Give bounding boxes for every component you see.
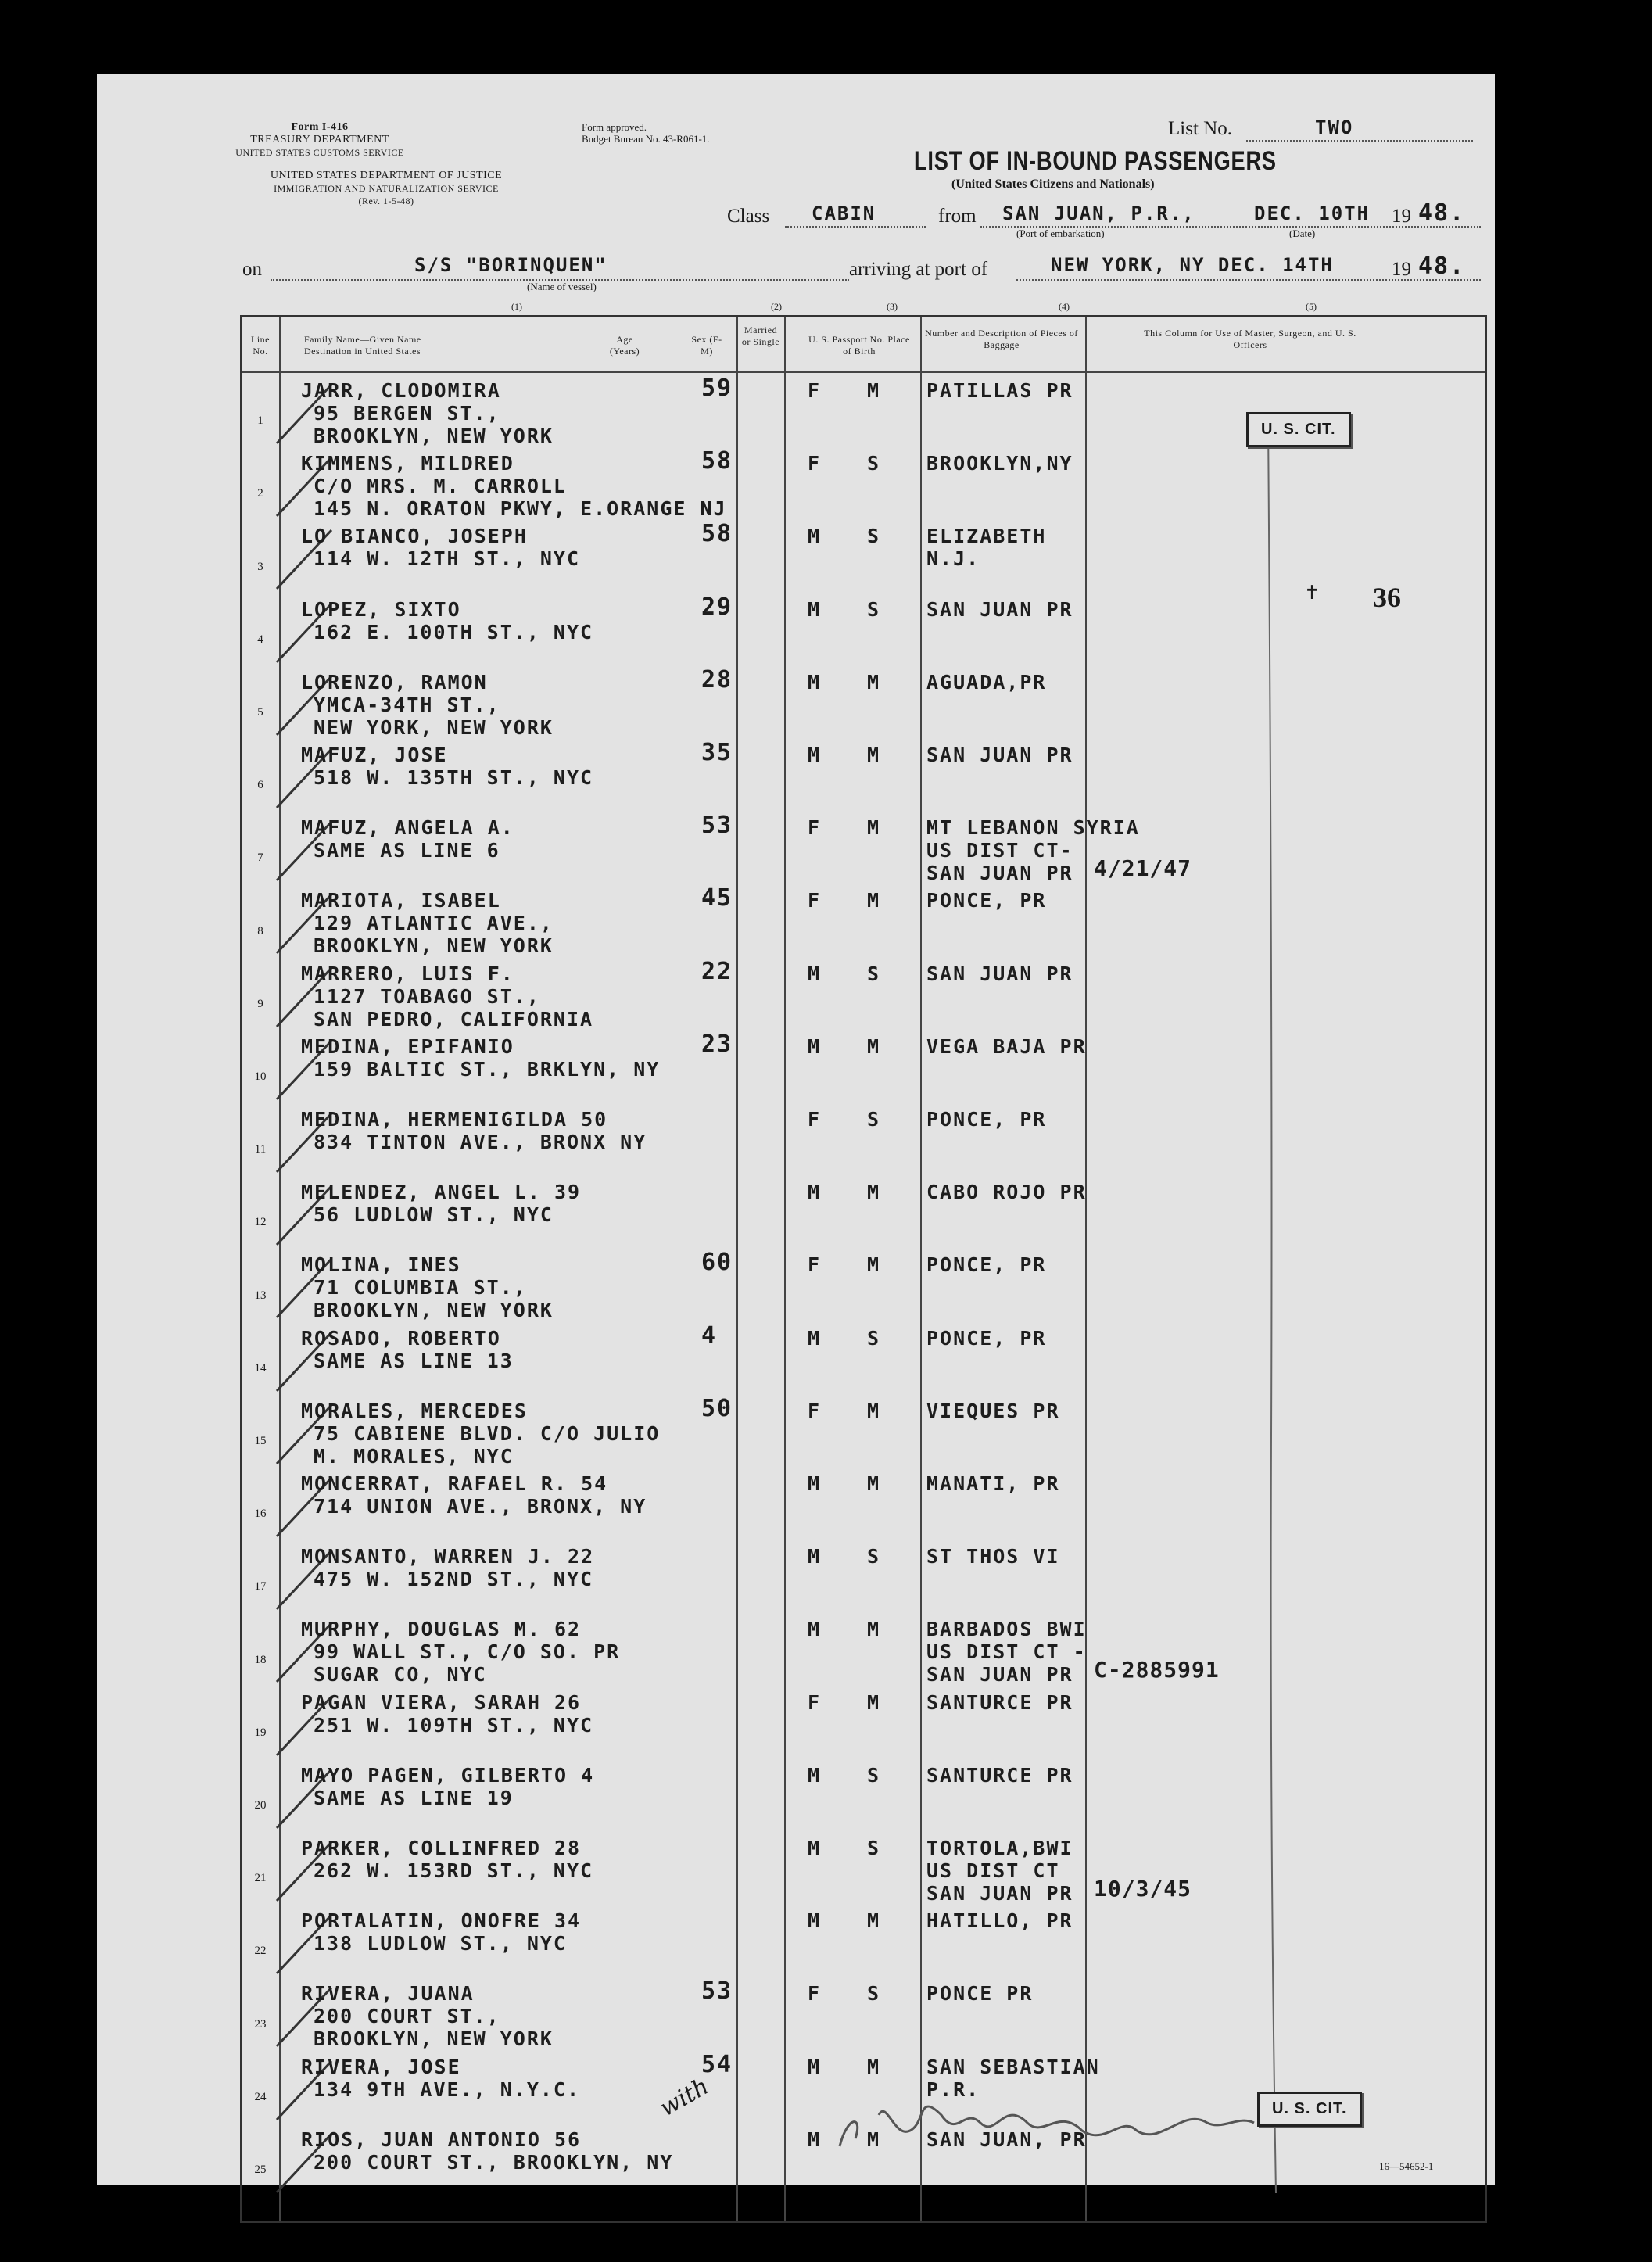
passenger-sex: M: [808, 744, 822, 766]
passenger-birthplace: SAN SEBASTIAN: [926, 2055, 1100, 2078]
line-number: 18: [254, 1653, 267, 1666]
passenger-birthplace: US DIST CT -: [926, 1640, 1087, 1664]
passenger-marital: M: [867, 1181, 881, 1204]
passenger-address: SAME AS LINE 19: [314, 1786, 514, 1809]
class-line: [785, 226, 926, 228]
count-tick: ✝: [1306, 579, 1319, 604]
passenger-name: MAFUZ, JOSE: [301, 744, 448, 766]
class-value: CABIN: [812, 203, 876, 224]
year-value: 48.: [1418, 199, 1466, 227]
passenger-birthplace: PONCE, PR: [926, 889, 1047, 912]
passenger-name: PORTALATIN, ONOFRE 34: [301, 1909, 582, 1933]
customs-service: UNITED STATES CUSTOMS SERVICE: [235, 147, 404, 158]
col-number-5: (5): [1306, 301, 1317, 312]
passenger-sex: M: [808, 1472, 822, 1495]
passenger-address: NEW YORK, NEW YORK: [314, 715, 554, 739]
date-caption: (Date): [1289, 228, 1316, 239]
line-number: 6: [257, 779, 263, 792]
passenger-address: 129 ATLANTIC AVE.,: [314, 912, 554, 935]
header-officers: This Column for Use of Master, Surgeon, and U. S. Officers: [1144, 328, 1356, 350]
line-number: 14: [254, 1361, 267, 1375]
vessel-value: S/S "BORINQUEN": [414, 254, 607, 276]
pencil-line: [1262, 418, 1285, 2201]
passenger-birthplace: HATILLO, PR: [926, 1909, 1073, 1933]
passenger-sex: M: [808, 1837, 822, 1859]
passenger-sex: M: [808, 525, 822, 548]
passenger-address: SAME AS LINE 6: [314, 839, 500, 862]
passenger-sex: M: [808, 1763, 822, 1787]
ins-service: IMMIGRATION AND NATURALIZATION SERVICE: [274, 183, 499, 194]
passenger-address: 114 W. 12TH ST., NYC: [314, 547, 581, 571]
passenger-citizenship-ref: C-2885991: [1094, 1657, 1220, 1683]
passenger-age: 60: [701, 1249, 733, 1277]
passenger-sex: F: [808, 1253, 822, 1277]
passenger-address: M. MORALES, NYC: [314, 1444, 514, 1468]
justice-header: [238, 170, 535, 207]
passenger-name: LORENZO, RAMON: [301, 670, 488, 694]
passenger-birthplace: MANATI, PR: [926, 1472, 1060, 1495]
passenger-sex: F: [808, 379, 822, 402]
form-approved: Form approved.: [582, 121, 647, 133]
header-age: Age (Years): [609, 334, 640, 357]
passenger-birthplace: PATILLAS PR: [926, 379, 1073, 402]
passenger-sex: F: [808, 1982, 822, 2006]
passenger-marital: S: [867, 525, 881, 548]
passenger-address: 75 CABIENE BLVD. C/O JULIO: [314, 1421, 661, 1445]
passenger-marital: S: [867, 597, 881, 621]
passenger-marital: S: [867, 1763, 881, 1787]
passenger-age: 29: [701, 593, 733, 621]
passenger-marital: S: [867, 1837, 881, 1859]
passenger-sex: F: [808, 1399, 822, 1422]
passenger-address: SAN PEDRO, CALIFORNIA: [314, 1007, 594, 1031]
passenger-sex: M: [808, 670, 822, 694]
page-title: LIST OF IN-BOUND PASSENGERS: [914, 146, 1277, 176]
from-label: from: [938, 206, 977, 227]
passenger-sex: F: [808, 452, 822, 475]
passenger-age: 59: [701, 375, 733, 402]
passenger-age: 22: [701, 957, 733, 985]
arrival-value: NEW YORK, NY DEC. 14TH: [1051, 254, 1334, 276]
passenger-marital: S: [867, 1326, 881, 1350]
passenger-address: 71 COLUMBIA ST.,: [314, 1276, 527, 1299]
header-married: Married or Single: [741, 324, 780, 347]
header-sex: Sex (F-M): [691, 334, 722, 357]
passenger-marital: M: [867, 1909, 881, 1933]
passenger-birthplace: PONCE, PR: [926, 1326, 1047, 1350]
passenger-birthplace: ELIZABETH: [926, 525, 1047, 548]
line-number: 24: [254, 2090, 267, 2103]
passenger-marital: M: [867, 670, 881, 694]
passenger-age: 4: [701, 1321, 718, 1350]
passenger-sex: M: [808, 597, 822, 621]
passenger-address: BROOKLYN, NEW YORK: [314, 425, 554, 447]
passenger-birthplace: VIEQUES PR: [926, 1399, 1060, 1422]
line-number: 12: [254, 1216, 267, 1229]
line-number: 22: [254, 1945, 267, 1958]
passenger-address: 200 COURT ST.,: [314, 2005, 500, 2028]
passenger-birthplace: SAN JUAN PR: [926, 744, 1073, 766]
passenger-table: [240, 315, 1487, 2223]
form-header-left: [218, 121, 421, 159]
line-number: 3: [257, 560, 263, 573]
header-line-no: Line No.: [251, 334, 270, 357]
passenger-address: C/O MRS. M. CARROLL: [314, 475, 567, 498]
passenger-address: 262 W. 153RD ST., NYC: [314, 1859, 594, 1882]
col-number-3: (3): [887, 301, 898, 312]
passenger-age: 53: [701, 812, 733, 840]
passenger-address: SUGAR CO, NYC: [314, 1663, 487, 1687]
passenger-sex: F: [808, 1690, 822, 1714]
signature-scribble: [824, 2084, 1262, 2162]
passenger-birthplace: PONCE, PR: [926, 1108, 1047, 1131]
passenger-name: MONCERRAT, RAFAEL R. 54: [301, 1472, 608, 1495]
passenger-name: ROSADO, ROBERTO: [301, 1326, 501, 1350]
passenger-name: MURPHY, DOUGLAS M. 62: [301, 1618, 582, 1641]
line-number: 21: [254, 1872, 267, 1885]
from-value: SAN JUAN, P.R.,: [1002, 203, 1195, 224]
passenger-birthplace: SAN JUAN PR: [926, 597, 1073, 621]
line-number: 15: [254, 1435, 267, 1447]
line-number: 20: [254, 1799, 267, 1812]
passenger-name: MAFUZ, ANGELA A.: [301, 816, 514, 840]
passenger-marital: M: [867, 1690, 881, 1714]
passenger-age: 35: [701, 739, 733, 766]
header-name: Family Name—Given Name Destination in United States: [304, 334, 421, 357]
count-annotation: 36: [1373, 582, 1401, 613]
with-annotation: with: [654, 2072, 714, 2123]
passenger-address: 475 W. 152ND ST., NYC: [314, 1568, 594, 1591]
passenger-age: 58: [701, 520, 733, 548]
passenger-address: 56 LUDLOW ST., NYC: [314, 1203, 554, 1227]
passenger-address: 99 WALL ST., C/O SO. PR: [314, 1640, 621, 1664]
passenger-marital: M: [867, 1472, 881, 1495]
passenger-address: 159 BALTIC ST., BRKLYN, NY: [314, 1057, 661, 1081]
passenger-sex: M: [808, 1034, 822, 1058]
year2-prefix: 19: [1392, 259, 1411, 280]
line-number: 17: [254, 1580, 267, 1593]
passenger-name: JARR, CLODOMIRA: [301, 379, 501, 402]
passenger-address: SAME AS LINE 13: [314, 1349, 514, 1372]
passenger-sex: M: [808, 2055, 822, 2078]
manifest-sheet: [97, 74, 1495, 2185]
passenger-address: 95 BERGEN ST.,: [314, 402, 500, 425]
page-subtitle: (United States Citizens and Nationals): [951, 177, 1155, 191]
passenger-birthplace: N.J.: [926, 547, 980, 571]
arriving-label: arriving at port of: [849, 259, 988, 280]
line-number: 2: [257, 487, 263, 500]
passenger-sex: M: [808, 1909, 822, 1933]
passenger-name: MORALES, MERCEDES: [301, 1399, 528, 1422]
us-cit-stamp-bottom: U. S. CIT.: [1257, 2092, 1362, 2127]
passenger-citizenship-ref: 10/3/45: [1094, 1876, 1192, 1902]
passenger-marital: M: [867, 1399, 881, 1422]
passenger-address: 1127 TOABAGO ST.,: [314, 984, 540, 1008]
passenger-sex: F: [808, 1108, 822, 1131]
passenger-address: 145 N. ORATON PKWY, E.ORANGE NJ: [314, 497, 727, 521]
line-number: 25: [254, 2163, 267, 2176]
passenger-marital: M: [867, 1618, 881, 1641]
passenger-birthplace: PONCE, PR: [926, 1253, 1047, 1277]
passenger-name: KIMMENS, MILDRED: [301, 452, 514, 475]
line-number: 13: [254, 1289, 267, 1302]
passenger-marital: M: [867, 2128, 881, 2151]
line-number: 9: [257, 997, 263, 1010]
year2-value: 48.: [1418, 253, 1466, 280]
list-no-label: List No.: [1168, 118, 1232, 139]
passenger-birthplace: BROOKLYN,NY: [926, 452, 1073, 475]
passenger-name: RIOS, JUAN ANTONIO 56: [301, 2128, 582, 2151]
passenger-birthplace: VEGA BAJA PR: [926, 1034, 1087, 1058]
passenger-age: 28: [701, 665, 733, 694]
passenger-marital: M: [867, 379, 881, 402]
passenger-birthplace: PONCE PR: [926, 1982, 1034, 2006]
header-passport: U. S. Passport No. Place of Birth: [808, 334, 910, 357]
col-number-1: (1): [511, 301, 522, 312]
passenger-address: YMCA-34TH ST.,: [314, 693, 500, 716]
passenger-marital: S: [867, 1108, 881, 1131]
form-number: Form I-416: [291, 121, 349, 133]
passenger-birthplace: US DIST CT-: [926, 839, 1073, 862]
port-embark-caption: (Port of embarkation): [1016, 228, 1105, 239]
passenger-marital: M: [867, 2055, 881, 2078]
passenger-address: 138 LUDLOW ST., NYC: [314, 1932, 567, 1956]
passenger-address: 714 UNION AVE., BRONX, NY: [314, 1495, 647, 1518]
passenger-address: 200 COURT ST., BROOKLYN, NY: [314, 2150, 674, 2174]
line-number: 5: [257, 706, 263, 719]
passenger-name: LO BIANCO, JOSEPH: [301, 525, 528, 548]
passenger-marital: S: [867, 1545, 881, 1568]
line-number: 11: [254, 1143, 267, 1156]
passenger-marital: S: [867, 962, 881, 985]
passenger-sex: M: [808, 962, 822, 985]
line-number: 4: [257, 633, 263, 646]
passenger-name: MEDINA, EPIFANIO: [301, 1034, 514, 1058]
passenger-address: 518 W. 135TH ST., NYC: [314, 766, 594, 789]
year-prefix: 19: [1392, 206, 1411, 227]
passenger-age: 58: [701, 447, 733, 475]
passenger-age: 54: [701, 2050, 733, 2078]
passenger-birthplace: MT LEBANON SYRIA: [926, 816, 1140, 840]
footer-code: 16—54652-1: [1379, 2160, 1434, 2172]
col-number-4: (4): [1059, 301, 1070, 312]
passenger-name: MARRERO, LUIS F.: [301, 962, 514, 985]
line-number: 1: [257, 414, 263, 428]
vessel-caption: (Name of vessel): [527, 281, 597, 292]
line-number: 8: [257, 924, 263, 937]
us-cit-stamp-top: U. S. CIT.: [1246, 412, 1351, 447]
passenger-age: 53: [701, 1977, 733, 2006]
passenger-sex: M: [808, 1545, 822, 1568]
passenger-birthplace: US DIST CT: [926, 1859, 1060, 1882]
form-revision: (Rev. 1-5-48): [358, 195, 414, 206]
line-number: 7: [257, 851, 263, 865]
passenger-name: RIVERA, JUANA: [301, 1982, 475, 2006]
passenger-citizenship-ref: 4/21/47: [1094, 855, 1192, 882]
line-number: 23: [254, 2017, 267, 2031]
passenger-address: 251 W. 109TH ST., NYC: [314, 1713, 594, 1737]
passenger-name: RIVERA, JOSE: [301, 2055, 461, 2078]
passenger-name: MEDINA, HERMENIGILDA 50: [301, 1108, 608, 1131]
passenger-birthplace: SANTURCE PR: [926, 1763, 1073, 1787]
passenger-address: BROOKLYN, NEW YORK: [314, 2027, 554, 2051]
passenger-sex: F: [808, 889, 822, 912]
passenger-marital: M: [867, 1034, 881, 1058]
approval-block: [582, 121, 710, 145]
passenger-birthplace: ST THOS VI: [926, 1545, 1060, 1568]
passenger-address: BROOKLYN, NEW YORK: [314, 934, 554, 958]
passenger-birthplace: AGUADA,PR: [926, 670, 1047, 694]
passenger-name: MOLINA, INES: [301, 1253, 461, 1277]
passenger-marital: M: [867, 816, 881, 840]
passenger-birthplace: SAN JUAN PR: [926, 1663, 1073, 1687]
passenger-birthplace: SAN JUAN PR: [926, 1882, 1073, 1905]
passenger-name: MELENDEZ, ANGEL L. 39: [301, 1181, 582, 1204]
passenger-address: BROOKLYN, NEW YORK: [314, 1299, 554, 1322]
passenger-marital: S: [867, 452, 881, 475]
passenger-name: MAYO PAGEN, GILBERTO 4: [301, 1763, 595, 1787]
passenger-age: 50: [701, 1394, 733, 1422]
passenger-marital: M: [867, 744, 881, 766]
passenger-name: PAGAN VIERA, SARAH 26: [301, 1690, 582, 1714]
passenger-sex: F: [808, 816, 822, 840]
passenger-birthplace: BARBADOS BWI: [926, 1618, 1087, 1641]
budget-number: Budget Bureau No. 43-R061-1.: [582, 133, 710, 145]
passenger-sex: M: [808, 2128, 822, 2151]
passenger-name: PARKER, COLLINFRED 28: [301, 1837, 582, 1859]
list-no-line: [1246, 140, 1473, 142]
passenger-age: 45: [701, 884, 733, 912]
justice-dept: UNITED STATES DEPARTMENT OF JUSTICE: [270, 170, 503, 181]
class-label: Class: [727, 206, 770, 227]
passenger-birthplace: CABO ROJO PR: [926, 1181, 1087, 1204]
passenger-name: LOPEZ, SIXTO: [301, 597, 461, 621]
passenger-birthplace: SAN JUAN, PR: [926, 2128, 1087, 2151]
col-number-2: (2): [771, 301, 782, 312]
line-number: 19: [254, 1726, 267, 1739]
line-number: 10: [254, 1070, 267, 1083]
passenger-name: MONSANTO, WARREN J. 22: [301, 1545, 595, 1568]
line-number: 16: [254, 1507, 267, 1521]
passenger-birthplace: SANTURCE PR: [926, 1690, 1073, 1714]
passenger-marital: M: [867, 1253, 881, 1277]
passenger-marital: S: [867, 1982, 881, 2006]
passenger-birthplace: P.R.: [926, 2077, 980, 2101]
passenger-address: 162 E. 100TH ST., NYC: [314, 620, 594, 643]
passenger-age: 23: [701, 1030, 733, 1058]
passenger-sex: M: [808, 1181, 822, 1204]
passenger-address: 834 TINTON AVE., BRONX NY: [314, 1131, 647, 1153]
passenger-sex: M: [808, 1618, 822, 1641]
passenger-name: MARIOTA, ISABEL: [301, 889, 501, 912]
passenger-birthplace: TORTOLA,BWI: [926, 1837, 1073, 1859]
on-label: on: [242, 259, 262, 280]
passenger-birthplace: SAN JUAN PR: [926, 962, 1073, 985]
passenger-address: 134 9TH AVE., N.Y.C.: [314, 2077, 581, 2101]
date-value: DEC. 10TH: [1254, 203, 1371, 224]
treasury-dept: TREASURY DEPARTMENT: [250, 134, 389, 145]
header-baggage: Number and Description of Pieces of Baggage: [925, 328, 1078, 350]
passenger-marital: M: [867, 889, 881, 912]
passenger-birthplace: SAN JUAN PR: [926, 862, 1073, 885]
passenger-sex: M: [808, 1326, 822, 1350]
list-no-value: TWO: [1315, 117, 1354, 138]
